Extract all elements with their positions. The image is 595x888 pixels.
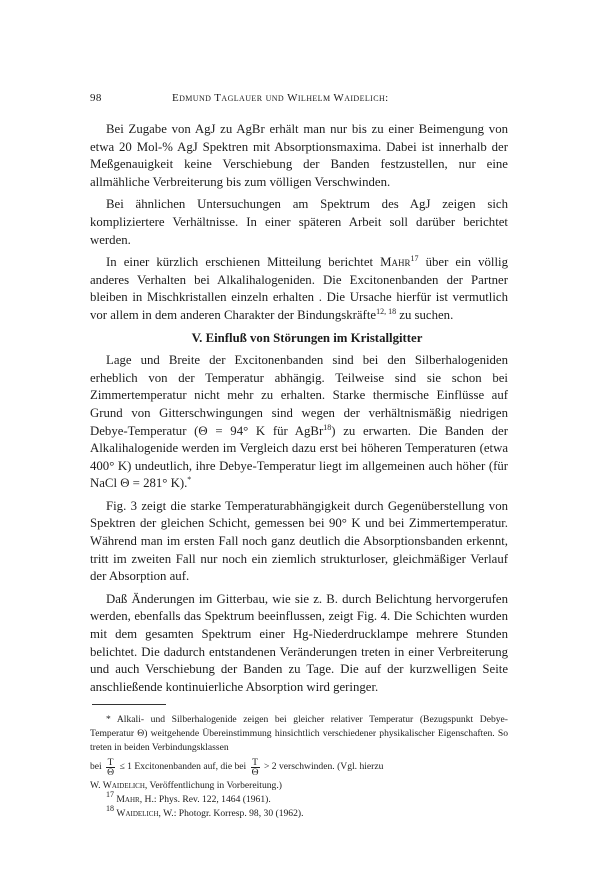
article-body <box>90 121 508 821</box>
author-mahr: Mahr, H. <box>116 794 154 806</box>
paragraph-text: Lage und Breite der Excitonenbanden sind bei den Silberhalogeniden erheblich von der Temperatur abhängig. Teilweise sind sie schon bei Zimmertemperatur nicht mehr zu erhalten. Starke thermische Einflüsse auf Grund von Gitterschwingungen sind wegen der verhältnismäßig niedrigen Debye-Temperatur (Θ = 94° K für AgBr <box>90 353 508 438</box>
page-header <box>90 92 508 108</box>
footnote-number: 17 <box>106 790 114 800</box>
fraction-t-over-theta <box>106 758 115 777</box>
paragraph-agj-spectrum: Bei ähnlichen Untersuchungen am Spektrum des AgJ zeigen sich kompliziertere Verhältnisse. In einer späteren Arbeit soll darüber berichtet werden. <box>90 197 508 247</box>
reference-marker: 17 <box>410 254 419 264</box>
footnote-text: * Alkali- und Silberhalogenide zeigen bei gleicher relativer Temperatur (Bezugspunkt Debye-Temperatur Θ) weitgehende Übereinstimmung hinsichtlich verschiedener physikalischer Eigenschaften. So treten in beiden Verbindungsklassen <box>90 714 508 754</box>
page-number: 98 <box>90 92 102 104</box>
fraction-numerator: T <box>252 756 259 768</box>
footnote-star <box>90 713 508 755</box>
reference-marker: 18 <box>323 422 332 432</box>
author-waidelich: Waidelich, W. <box>116 808 174 820</box>
footnote-star-continuation <box>90 779 508 793</box>
paragraph-fig4: Daß Änderungen im Gitterbau, wie sie z. B. durch Belichtung hervorgerufen werden, ebenfalls das Spektrum beeinflussen, zeigt Fig. 4. Die Schichten wurden mit dem gesamten Spektrum einer Hg-Niederdrucklampe mehrere Stunden belichtet. Die dadurch entstandenen Veränderungen treten in einer Verbreiterung und auch Verschiebung der Banden zu Tage. Die auf der kurzwelligen Seite anschließende kontinuierliche Absorption wird geringer. <box>90 591 508 694</box>
reference-marker: 12, 18 <box>376 306 397 316</box>
paragraph-agj-agbr: Bei Zugabe von AgJ zu AgBr erhält man nur bis zu einer Beimengung von etwa 20 Mol-% AgJ Spektren mit Absorptionsmaxima. Dabei ist innerhalb der Meßgenauigkeit keine Verschiebung der Banden festzustellen, nur eine allmähliche Verbreiterung bis zum völligen Verschwinden. <box>90 122 508 189</box>
paragraph-text: über ein völlig anderes Verhalten bei Alkalihalogeniden. Die Excitonenbanden der Partner bleiben in Mischkristallen einzeln erhalten . Die Ursache hierfür ist vermutlich vor allem in dem anderen Charakter der Bindungskräfte <box>90 255 508 322</box>
footnote-text: : Phys. Rev. 122, 1464 (1961). <box>153 794 271 806</box>
footnote-text: ≤ 1 Excitonenbanden auf, die bei <box>119 761 247 773</box>
paragraph-mahr <box>90 254 508 324</box>
paragraph-text: ) zu erwarten. Die Banden der Alkalihalogenide werden im Vergleich dazu erst bei höheren Temperaturen (etwa 400° K) undeutlich, ihre Debye-Temperatur liegt im allgemeinen auch höher (für NaCl Θ = 281° K). <box>90 423 508 491</box>
paragraph-text: In einer kürzlich erschienen Mitteilung berichtet <box>106 255 381 270</box>
paragraph-temperature <box>90 352 508 493</box>
footnote-text: > 2 verschwinden. (Vgl. hierzu <box>263 761 384 773</box>
footnote-17 <box>90 790 508 807</box>
footnote-divider <box>92 704 166 705</box>
author-waidelich: W. Waidelich <box>90 780 145 792</box>
paragraph-fig3: Fig. 3 zeigt die starke Temperaturabhängigkeit durch Gegenüberstellung von Spektren der gleichen Schicht, gemessen bei 90° K und bei Zimmertemperatur. Während man im ersten Fall noch ganz deutlich die Absorptionsbanden erkennt, tritt im zweiten Fall nur noch ein ziemlich strukturloser, gleichmäßiger Verlauf der Absorption auf. <box>90 498 508 584</box>
paragraph-text: zu suchen. <box>396 307 454 322</box>
fraction-denominator: Θ <box>107 766 115 778</box>
fraction-t-over-theta <box>251 758 260 777</box>
fraction-denominator: Θ <box>251 766 259 778</box>
footnote-text: : Photogr. Korresp. 98, 30 (1962). <box>173 808 304 820</box>
footnotes <box>90 713 508 821</box>
footnote-formula-line <box>90 755 508 779</box>
fraction-numerator: T <box>107 756 114 768</box>
footnote-text: bei <box>90 761 102 773</box>
footnote-marker: * <box>187 475 192 485</box>
section-heading: V. Einfluß von Störungen im Kristallgitter <box>191 330 423 345</box>
footnote-number: 18 <box>106 804 114 814</box>
running-title: Edmund Taglauer und Wilhelm Waidelich: <box>172 92 389 104</box>
footnote-18 <box>90 804 508 821</box>
author-mahr: Mahr <box>380 255 411 270</box>
footnote-text: , Veröffentlichung in Vorbereitung.) <box>144 780 282 792</box>
